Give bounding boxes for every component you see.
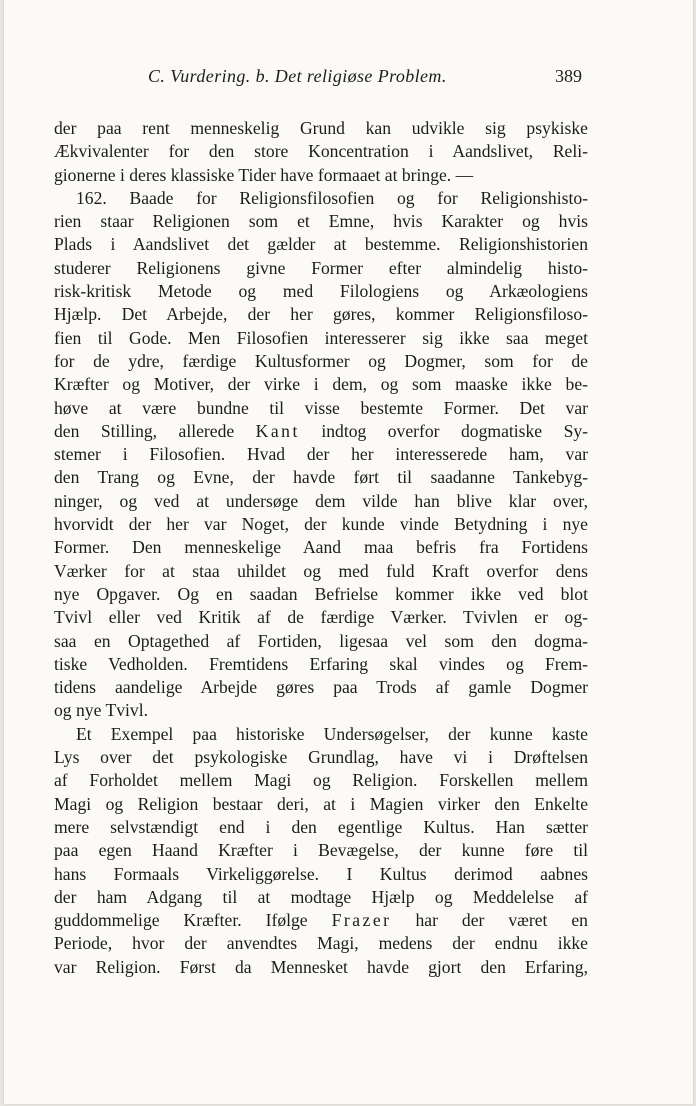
text-line: Magi og Religion bestaar deri, at i Magien virker den Enkelte [54,793,588,814]
text-segment: den Stilling, allerede [54,420,256,441]
text-line [54,909,588,932]
text-line: paa egen Haand Kræfter i Bevægelse, der kunne føre til [54,840,588,861]
text-line: saa en Optagethed af Fortiden, ligesaa vel som den dogma- [54,630,588,651]
text-line: stemer i Filosofien. Hvad der her interesserede ham, var [54,444,588,465]
text-line: hvorvidt der her var Noget, der kunde vinde Betydning i nye [54,514,588,535]
text-line: var Religion. Først da Mennesket havde gjort den Erfaring, [54,956,588,977]
text-line: Periode, hvor der anvendtes Magi, medens der endnu ikke [54,933,588,954]
text-line: nye Opgaver. Og en saadan Befrielse kommer ikke ved blot [54,583,588,604]
text-line: Lys over det psykologiske Grundlag, have vi i Drøftelsen [54,747,588,768]
text-segment: indtog overfor dogmatiske Sy- [299,420,589,441]
text-line: og nye Tvivl. [54,700,148,721]
text-line: Tvivl eller ved Kritik af de færdige Værker. Tvivlen er og- [54,607,588,628]
text-line: 162. Baade for Religionsfilosofien og for Religionshistо- [76,187,588,208]
text-segment: har der været en [391,910,588,931]
text-line: risk-kritisk Metode og med Filologiens og Arkæologiens [54,281,588,302]
text-line: Et Exempel paa historiske Undersøgelser, der kunne kaste [76,723,588,744]
text-line: Værker for at staa uhildet og med fuld Kraft overfor dens [54,560,588,581]
text-line: tidens aandelige Arbejde gøres paa Trods af gamle Dogmer [54,677,588,698]
book-page [4,0,693,1104]
text-line: gionerne i deres klassiske Tider have formaaet at bringe. — [54,164,474,185]
spaced-name: Frazer [331,910,392,931]
text-line: Ækvivalenter for den store Koncentration i Aandslivet, Reli- [54,141,588,162]
text-line: tiske Vedholden. Fremtidens Erfaring skal vindes og Frem- [54,653,588,674]
page-number: 389 [555,66,582,86]
spaced-name: Kant [255,420,300,441]
text-segment: guddommelige Kræfter. Ifølge [54,910,332,931]
text-line: der paa rent menneskelig Grund kan udvikle sig psykiske [54,118,588,138]
text-line: høve at være bundne til visse bestemte Former. Det var [54,397,588,418]
text-line: Hjælp. Det Arbejde, der her gøres, kommer Religionsfiloso- [54,304,588,325]
text-line: Former. Den menneskelige Aand maa befris fra Fortidens [54,537,588,558]
text-line: for de ydre, færdige Kultusformer og Dogmer, som for de [54,350,588,371]
text-line: mere selvstændigt end i den egentlige Kultus. Han sætter [54,816,588,837]
text-line: Plads i Aandslivet det gælder at bestemme. Religionshistorien [54,234,588,255]
text-line: den Trang og Evne, der havde ført til saadanne Tankebyg- [54,467,588,488]
page-header [4,66,693,96]
text-line [54,420,588,443]
body-text [54,117,588,979]
text-line: studerer Religionens givne Former efter almindelig histo- [54,257,588,278]
text-line: ninger, og ved at undersøge dem vilde han blive klar over, [54,490,588,511]
running-head: C. Vurdering. b. Det religiøse Problem. [148,66,447,86]
text-line: fien til Gode. Men Filosofien interesserer sig ikke saa meget [54,327,588,348]
text-line: hans Formaals Virkeliggørelse. I Kultus derimod aabnes [54,863,588,884]
text-line: der ham Adgang til at modtage Hjælp og Meddelelse af [54,886,588,907]
text-line: Kræfter og Motiver, der virke i dem, og som maaske ikke be- [54,374,588,395]
text-line: af Forholdet mellem Magi og Religion. Forskellen mellem [54,770,588,791]
text-line: rien staar Religionen som et Emne, hvis Karakter og hvis [54,211,588,232]
